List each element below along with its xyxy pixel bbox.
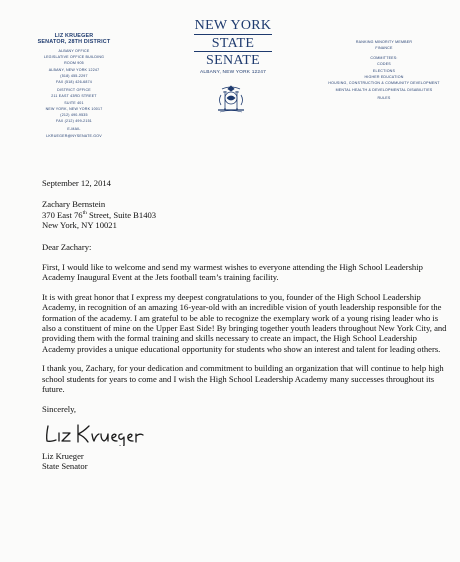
committee-item: CODES [377, 62, 391, 67]
district-office [4, 87, 144, 124]
district-office-line: NEW YORK, NEW YORK 10017 [45, 106, 103, 111]
committee-item: RULES [377, 95, 391, 100]
albany-office-line: (518) 455-2297 [60, 73, 88, 78]
paragraph-congratulations: It is with great honor that I express my deepest congratulations to you, founder of the High School Leadership Academy, in recognition of an amazing 16-year-old with an incredible vision of youth leadership responsible for the formation of the academy. I am grateful to be able to recognize the exemplary work of a young rising leader who is also a constituent of mine on the Upper East Side! By bringing together youth leaders throughout New York City, and providing them with the formal training and skills necessary to create an impact, the High School Leadership Academy provides a unique educational opportunity for students who show an interest and talent for leading others. [42, 291, 447, 354]
masthead-senate: SENATE [206, 53, 260, 68]
senate-masthead [179, 19, 287, 75]
paragraph-thanks: I thank you, Zachary, for your dedication and commitment to building an organization that will continue to help high school students for years to come and I wish the High School Leadership Academy many successes throughout its future. [42, 363, 444, 395]
committee-item: ELECTIONS [372, 68, 396, 73]
recipient-address [42, 199, 450, 230]
handwritten-signature [42, 420, 152, 446]
masthead-state: STATE [211, 35, 255, 51]
committee-item: HIGHER EDUCATION [364, 75, 404, 80]
ranking-label: RANKING MINORITY MEMBER [355, 40, 413, 44]
email-label: E-MAIL [67, 127, 81, 132]
albany-office-line: ROOM 905 [64, 61, 84, 66]
recipient-city: New York, NY 10021 [42, 220, 117, 231]
masthead-divider [194, 51, 272, 52]
district-office-line: (212) 490-9535 [60, 113, 88, 118]
new-york-state-seal-icon [210, 83, 252, 113]
signer-title: State Senator [42, 461, 88, 472]
district-office-line: DISTRICT OFFICE [57, 88, 91, 93]
committee-block [318, 39, 450, 101]
signer-name: Liz Krueger [42, 450, 84, 461]
letter-body [42, 178, 450, 472]
letter-date: September 12, 2014 [42, 178, 111, 188]
albany-office-line: ALBANY, NEW YORK 12247 [48, 67, 100, 72]
closing: Sincerely, [42, 403, 77, 414]
senator-name: LIZ KRUEGER [54, 33, 94, 39]
district-office-line: 211 EAST 43RD STREET [51, 94, 97, 99]
district-office-line: FAX (212) 499-2151 [56, 119, 92, 124]
albany-office-line: LEGISLATIVE OFFICE BUILDING [43, 55, 105, 60]
albany-office-line: ALBANY OFFICE [58, 49, 90, 53]
ranking-committee: FINANCE [375, 46, 393, 51]
albany-office [4, 48, 144, 85]
salutation: Dear Zachary: [42, 241, 92, 252]
masthead-city: ALBANY, NEW YORK 12247 [199, 69, 267, 75]
senator-district: SENATOR, 28TH DISTRICT [37, 39, 111, 45]
masthead-divider [194, 34, 272, 35]
email-address: LKRUEGER@NYSENATE.GOV [46, 133, 102, 138]
recipient-name: Zachary Bernstein [42, 199, 106, 210]
senator-contact-block [4, 33, 144, 139]
committees-label: COMMITTEES: [370, 55, 398, 60]
district-office-line: SUITE 401 [64, 100, 84, 105]
recipient-street: 370 East 76th Street, Suite B1403 [42, 209, 157, 220]
paragraph-welcome: First, I would like to welcome and send my warmest wishes to everyone attending the High School Leadership Academy Inaugural Event at the Jets football team’s training facility. [42, 262, 423, 283]
albany-office-line: FAX (518) 426-6874 [56, 80, 92, 85]
committee-item: HOUSING, CONSTRUCTION & COMMUNITY DEVELOPMENT [328, 81, 440, 86]
committee-item: MENTAL HEALTH & DEVELOPMENTAL DISABILITIES [335, 88, 433, 93]
masthead-new-york: NEW YORK [194, 18, 272, 33]
